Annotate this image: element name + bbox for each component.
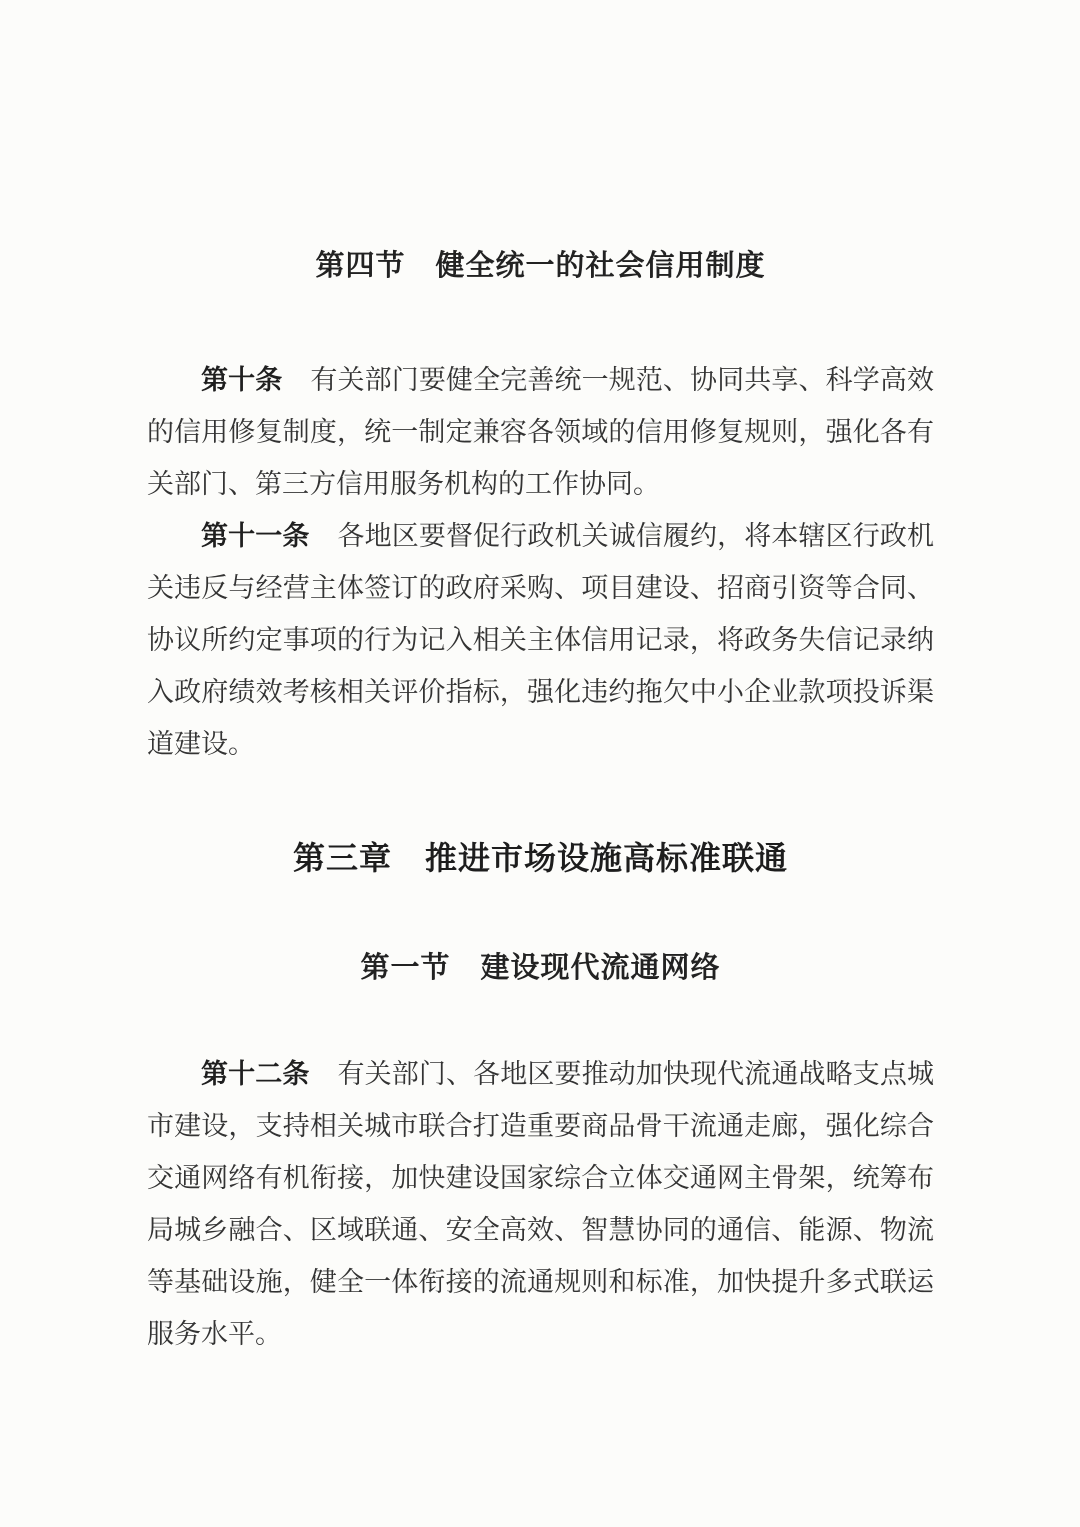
chapter-3-heading: 第三章 推进市场设施高标准联通 bbox=[292, 840, 788, 876]
article-12-paragraph bbox=[147, 1048, 934, 1360]
article-11-number: 第十一条 bbox=[201, 521, 310, 551]
article-12-text: 有关部门、各地区要推动加快现代流通战略支点城市建设，支持相关城市联合打造重要商品骨干流通走廊，强化综合交通网络有机衔接，加快建设国家综合立体交通网主骨架，统筹布局城乡融合、区域联通、安全高效、智慧协同的通信、能源、物流等基础设施，健全一体衔接的流通规则和标准，加快提升多式联运服务水平。 bbox=[147, 1059, 935, 1349]
section-1-heading: 第一节 建设现代流通网络 bbox=[360, 952, 721, 984]
article-11-paragraph bbox=[147, 510, 934, 770]
article-12-number: 第十二条 bbox=[201, 1059, 310, 1089]
article-10-text: 有关部门要健全完善统一规范、协同共享、科学高效的信用修复制度，统一制定兼容各领域的信用修复规则，强化各有关部门、第三方信用服务机构的工作协同。 bbox=[147, 365, 935, 499]
article-11-text: 各地区要督促行政机关诚信履约，将本辖区行政机关违反与经营主体签订的政府采购、项目建设、招商引资等合同、协议所约定事项的行为记入相关主体信用记录，将政务失信记录纳入政府绩效考核相关评价指标，强化违约拖欠中小企业款项投诉渠道建设。 bbox=[147, 521, 935, 759]
article-10-paragraph bbox=[147, 354, 934, 510]
section-4-heading: 第四节 健全统一的社会信用制度 bbox=[315, 250, 766, 282]
article-10-number: 第十条 bbox=[201, 365, 283, 395]
